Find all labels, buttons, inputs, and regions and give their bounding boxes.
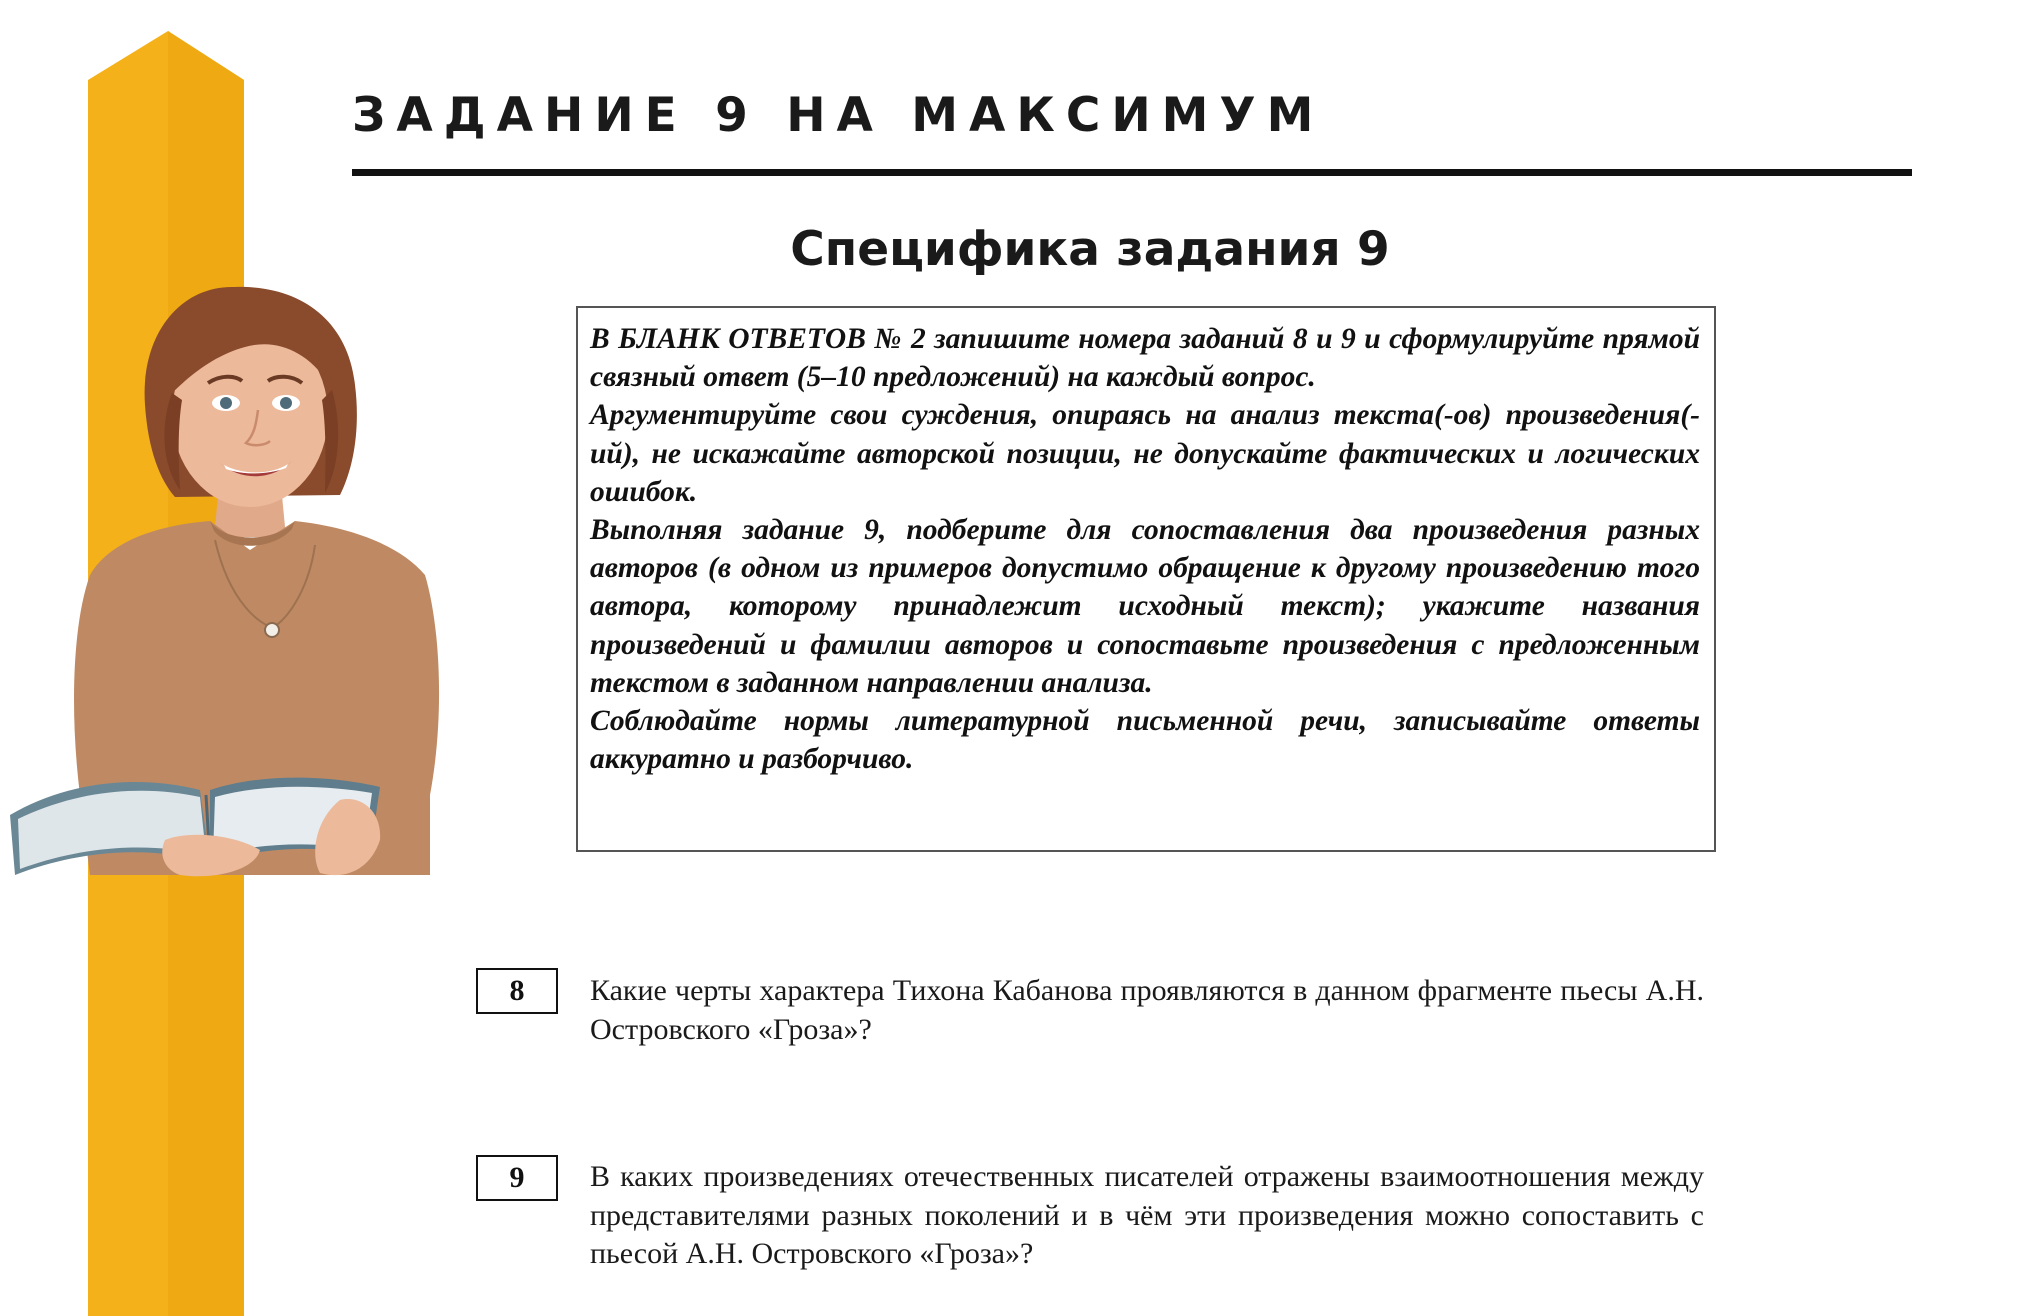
instruction-paragraph: В БЛАНК ОТВЕТОВ № 2 запишите номера заданий 8 и 9 и сформулируйте прямой связный ответ (5–10 предложений) на каждый вопрос. — [590, 323, 1700, 394]
task-8-number: 8 — [476, 968, 558, 1014]
instruction-paragraph: Выполняя задание 9, подберите для сопоставления два произведения разных авторов (в одном из примеров допустимо обращение к другому произведению того автора, которому принадлежит исходный текст); укажите названия произведений и фамилии авторов и сопоставьте произведения с предложенным текстом в заданном направлении анализа. — [590, 514, 1700, 699]
task-8-text: Какие черты характера Тихона Кабанова проявляются в данном фрагменте пьесы А.Н. Островского «Гроза»? — [590, 974, 1704, 1046]
page-title: ЗАДАНИЕ 9 НА МАКСИМУМ — [352, 88, 1325, 143]
teacher-with-book-illustration — [10, 275, 500, 900]
instruction-paragraph: Аргументируйте свои суждения, опираясь на анализ текста(-ов) произведения(-ий), не искажайте авторской позиции, не допускайте фактических и логических ошибок. — [590, 399, 1700, 508]
instructions-box — [576, 306, 1716, 852]
task-9-text: В каких произведениях отечественных писателей отражены взаимоотношения между представителями разных поколений и в чём эти произведения можно сопоставить с пьесой А.Н. Островского «Гроза»? — [590, 1160, 1704, 1270]
header-divider — [352, 169, 1912, 176]
section-title: Специфика задания 9 — [790, 222, 1390, 277]
instruction-paragraph: Соблюдайте нормы литературной письменной речи, записывайте ответы аккуратно и разборчиво. — [590, 705, 1700, 776]
task-9-number: 9 — [476, 1155, 558, 1201]
